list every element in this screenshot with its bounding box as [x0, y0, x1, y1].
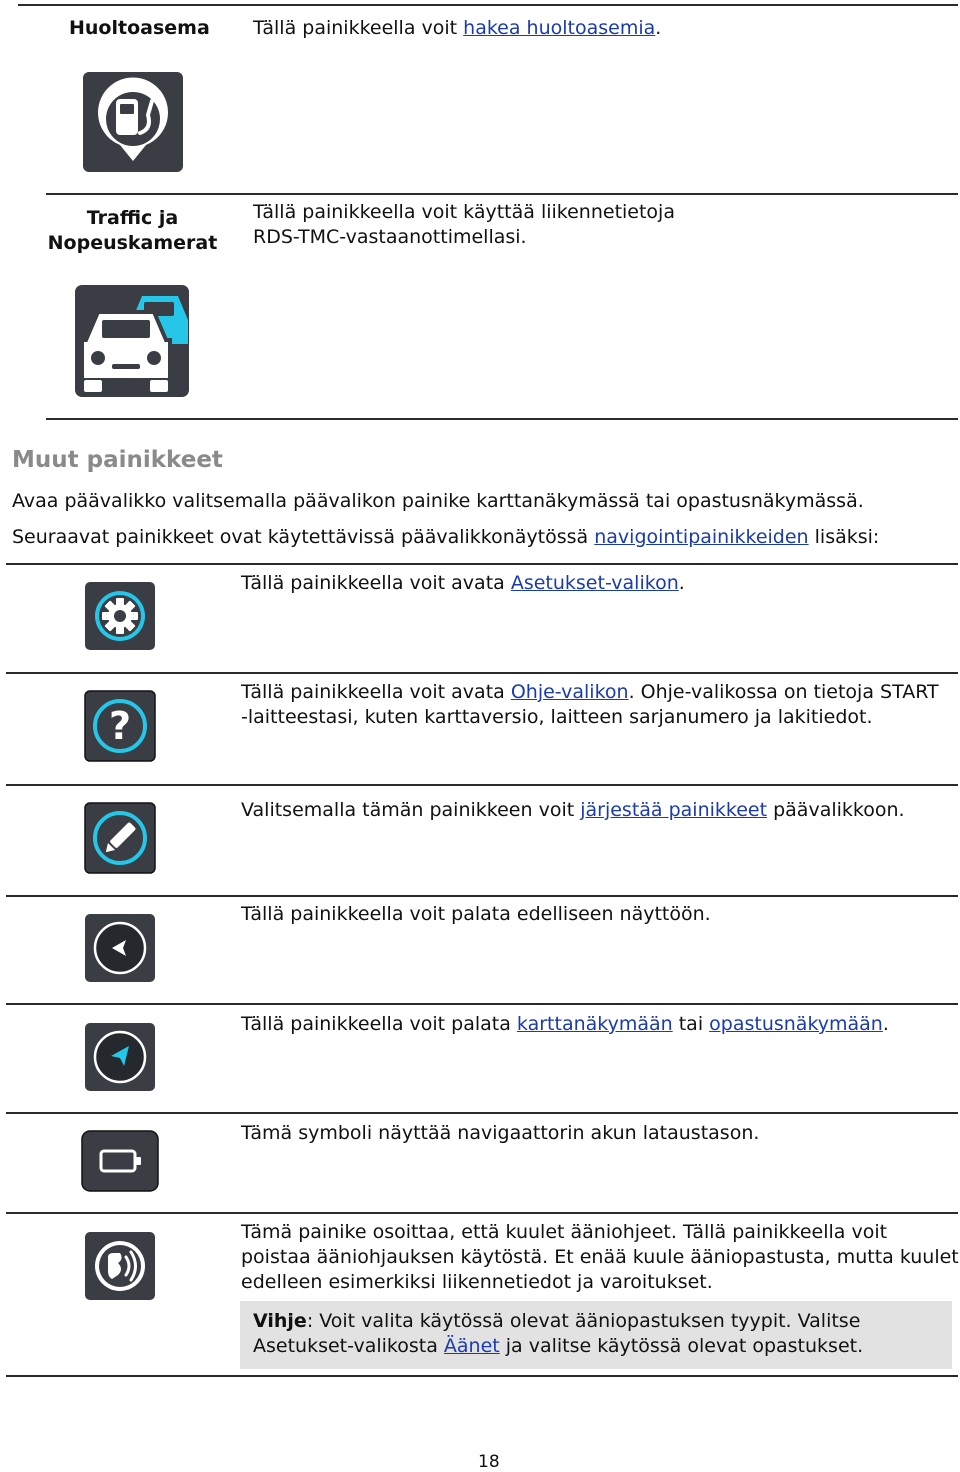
intro-text: Seuraavat painikkeet ovat käytettävissä päävalikkonäytössä: [12, 526, 595, 548]
desc-line: RDS-TMC-vastaanottimellasi.: [253, 226, 527, 248]
link-navigointipainikkeiden[interactable]: navigointipainikkeiden: [594, 526, 809, 548]
table-rule: [6, 563, 958, 565]
link-ohje-valikon[interactable]: Ohje-valikon: [510, 681, 629, 703]
desc-text: päävalikkoon.: [767, 799, 905, 821]
section-intro-1: Avaa päävalikko valitsemalla päävalikon painike karttanäkymässä tai opastusnäkymässä.: [12, 490, 864, 512]
desc-text: Tällä painikkeella voit palata: [241, 1013, 517, 1035]
desc-line: Tällä painikkeella voit käyttää liikennetietoja: [253, 201, 675, 223]
settings-gear-icon: [84, 581, 156, 651]
back-arrow-icon: [84, 913, 156, 983]
link-hakea-huoltoasemia[interactable]: hakea huoltoasemia: [463, 17, 656, 39]
row-desc-settings: [241, 571, 685, 596]
link-karttanakymaan[interactable]: karttanäkymään: [516, 1013, 673, 1035]
tip-text: : Voit valita käytössä olevat ääniopastuksen tyypit. Valitse: [306, 1310, 861, 1332]
row-desc-huoltoasema: [253, 16, 661, 41]
desc-text: Tällä painikkeella voit avata: [241, 572, 511, 594]
desc-line: -laitteestasi, kuten karttaversio, laitteen sarjanumero ja lakitiedot.: [241, 706, 873, 728]
desc-line: [241, 680, 939, 705]
top-rule: [18, 4, 958, 6]
row-divider: [6, 672, 958, 674]
desc-text: .: [678, 572, 685, 594]
row-divider: [6, 784, 958, 786]
name-line: Nopeuskamerat: [47, 232, 218, 254]
link-aanet[interactable]: Äänet: [443, 1335, 500, 1357]
voice-guidance-icon: [84, 1231, 156, 1301]
row-divider: [6, 895, 958, 897]
tip-label: Vihje: [253, 1310, 307, 1332]
intro-text: lisäksi:: [808, 526, 880, 548]
map-arrow-icon: [84, 1022, 156, 1092]
row-divider: [46, 193, 958, 195]
row-desc-voice: [241, 1220, 959, 1295]
link-jarjestaa-painikkeet[interactable]: järjestää painikkeet: [580, 799, 768, 821]
desc-text: .: [655, 17, 662, 39]
row-desc-map: [241, 1012, 889, 1037]
desc-line: edelleen esimerkiksi liikennetiedot ja varoitukset.: [241, 1271, 713, 1293]
row-desc-back: Tällä painikkeella voit palata edelliseen näyttöön.: [241, 903, 711, 925]
desc-text: Tällä painikkeella voit avata: [241, 681, 511, 703]
row-divider: [6, 1112, 958, 1114]
section-heading: Muut painikkeet: [12, 447, 223, 473]
desc-text: tai: [672, 1013, 710, 1035]
row-desc-edit: [241, 798, 905, 823]
section-intro-2: [12, 525, 879, 550]
desc-text: Valitsemalla tämän painikkeen voit: [241, 799, 581, 821]
row-name-traffic: [40, 206, 225, 256]
tip-text: Asetukset-valikosta: [253, 1335, 444, 1357]
desc-line: Tämä painike osoittaa, että kuulet ääniohjeet. Tällä painikkeella voit: [241, 1221, 888, 1243]
row-desc-help: [241, 680, 939, 730]
table-bottom-rule: [6, 1375, 958, 1377]
tip-box: [240, 1301, 952, 1369]
edit-pencil-icon: [84, 802, 156, 874]
desc-text: . Ohje-valikossa on tietoja START: [628, 681, 939, 703]
row-desc-battery: Tämä symboli näyttää navigaattorin akun lataustason.: [241, 1122, 760, 1144]
battery-icon: [81, 1130, 159, 1192]
tip-text: ja valitse käytössä olevat opastukset.: [499, 1335, 864, 1357]
tip-line: [253, 1334, 943, 1359]
row-divider: [6, 1212, 958, 1214]
desc-text: .: [882, 1013, 889, 1035]
section-rule: [46, 418, 958, 420]
tip-line: [253, 1309, 943, 1334]
link-opastusnakymaan[interactable]: opastusnäkymään: [709, 1013, 883, 1035]
traffic-cars-icon: [74, 284, 190, 398]
name-line: Traffic ja: [86, 207, 179, 229]
link-asetukset-valikon[interactable]: Asetukset-valikon: [510, 572, 679, 594]
row-desc-traffic: [253, 200, 675, 250]
fuel-station-pin-icon: [82, 71, 184, 173]
page-number: 18: [478, 1452, 500, 1472]
help-question-icon: [84, 690, 156, 762]
svg-text:?: ?: [108, 704, 132, 748]
desc-text: Tällä painikkeella voit: [253, 17, 464, 39]
desc-line: poistaa ääniohjauksen käytöstä. Et enää kuule ääniopastusta, mutta kuulet: [241, 1246, 959, 1268]
row-divider: [6, 1003, 958, 1005]
row-name-huoltoasema: Huoltoasema: [69, 17, 210, 39]
